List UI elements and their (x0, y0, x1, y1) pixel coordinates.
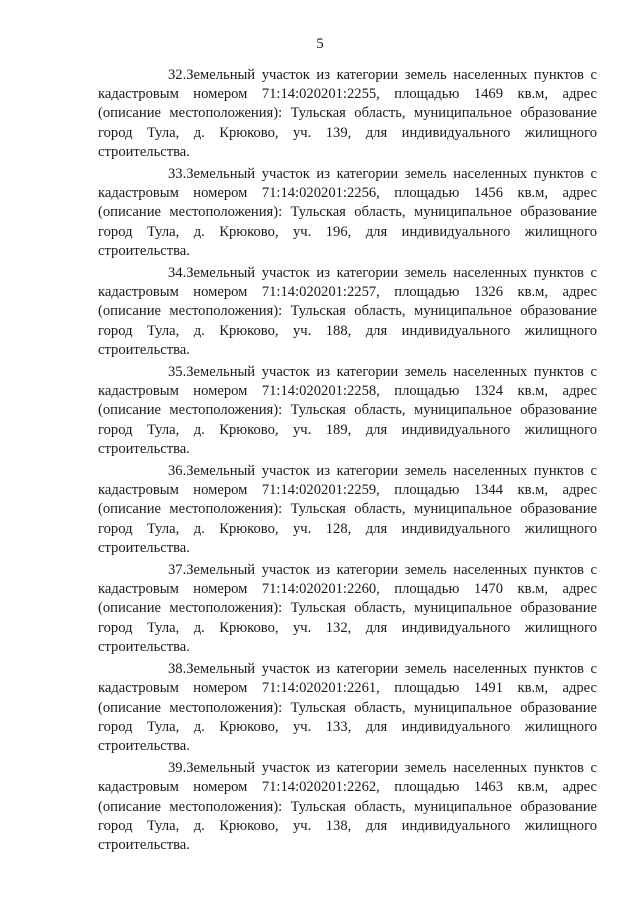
item-text: Земельный участок из категории земель населенных пунктов с кадастровым номером 71:14:020201:2262, площадью 1463 кв.м, адрес (описание местоположения): Тульская область, муниципальное образование город Тула, д. Крюково, уч. 138, для индивидуального жилищного строительства. (98, 760, 597, 853)
item-number: 33. (168, 166, 187, 183)
list-item (98, 561, 597, 657)
item-text: Земельный участок из категории земель населенных пунктов с кадастровым номером 71:14:020201:2260, площадью 1470 кв.м, адрес (описание местоположения): Тульская область, муниципальное образование город Тула, д. Крюково, уч. 132, для индивидуального жилищного строительства. (98, 562, 597, 655)
item-number: 32. (168, 67, 187, 83)
list-item (98, 165, 597, 261)
item-number: 37. (168, 562, 187, 579)
list-item (98, 66, 597, 162)
item-text: Земельный участок из категории земель населенных пунктов с кадастровым номером 71:14:020201:2256, площадью 1456 кв.м, адрес (описание местоположения): Тульская область, муниципальное образование город Тула, д. Крюково, уч. 196, для индивидуального жилищного строительства. (98, 166, 597, 259)
list-item (98, 759, 597, 855)
list-item (98, 264, 597, 360)
list-item (98, 462, 597, 558)
page-number: 5 (316, 36, 324, 52)
item-number: 35. (168, 364, 187, 381)
item-number: 39. (168, 760, 187, 777)
item-text: Земельный участок из категории земель населенных пунктов с кадастровым номером 71:14:020201:2255, площадью 1469 кв.м, адрес (описание местоположения): Тульская область, муниципальное образование город Тула, д. Крюково, уч. 139, для индивидуального жилищного строительства. (98, 67, 597, 160)
item-text: Земельный участок из категории земель населенных пунктов с кадастровым номером 71:14:020201:2258, площадью 1324 кв.м, адрес (описание местоположения): Тульская область, муниципальное образование город Тула, д. Крюково, уч. 189, для индивидуального жилищного строительства. (98, 364, 597, 457)
item-number: 38. (168, 661, 187, 678)
item-text: Земельный участок из категории земель населенных пунктов с кадастровым номером 71:14:020201:2261, площадью 1491 кв.м, адрес (описание местоположения): Тульская область, муниципальное образование город Тула, д. Крюково, уч. 133, для индивидуального жилищного строительства. (98, 661, 597, 754)
list-item (98, 363, 597, 459)
item-text: Земельный участок из категории земель населенных пунктов с кадастровым номером 71:14:020201:2259, площадью 1344 кв.м, адрес (описание местоположения): Тульская область, муниципальное образование город Тула, д. Крюково, уч. 128, для индивидуального жилищного строительства. (98, 463, 597, 556)
item-number: 36. (168, 463, 187, 480)
item-text: Земельный участок из категории земель населенных пунктов с кадастровым номером 71:14:020201:2257, площадью 1326 кв.м, адрес (описание местоположения): Тульская область, муниципальное образование город Тула, д. Крюково, уч. 188, для индивидуального жилищного строительства. (98, 265, 597, 358)
land-plot-list (98, 66, 597, 858)
list-item (98, 660, 597, 756)
item-number: 34. (168, 265, 187, 282)
